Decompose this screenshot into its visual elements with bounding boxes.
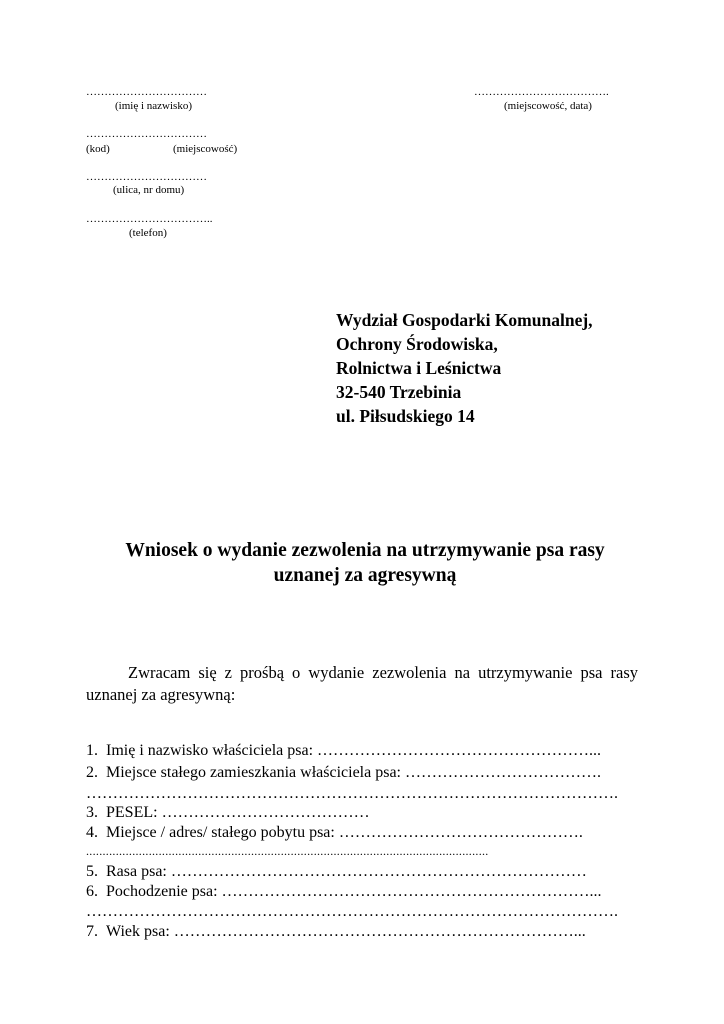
form-item-owner-residence-continuation: ………………………………………………………………………………………. — [86, 785, 618, 802]
item-number: 4. — [86, 824, 98, 841]
phone-placeholder-dots: …………………………….. — [86, 213, 213, 225]
item-number: 2. — [86, 764, 98, 781]
item-text: Pochodzenie psa: ……………………………………………………………... — [106, 883, 602, 900]
recipient-line-3: Rolnictwa i Leśnictwa — [336, 358, 502, 378]
form-item-breed — [86, 862, 587, 882]
recipient-line-5: ul. Piłsudskiego 14 — [336, 406, 475, 426]
recipient-line-4: 32-540 Trzebinia — [336, 382, 462, 402]
item-number: 3. — [86, 804, 98, 821]
recipient-address — [336, 308, 593, 428]
title-line-1: Wniosek o wydanie zezwolenia na utrzymywanie psa rasy — [125, 540, 605, 561]
street-label: (ulica, nr domu) — [113, 184, 185, 196]
form-item-owner-name — [86, 741, 601, 761]
item-text: Miejsce stałego zamieszkania właściciela psa: ………………………………. — [106, 764, 601, 781]
item-text: Imię i nazwisko właściciela psa: ……………………………………………... — [106, 742, 602, 759]
postal-placeholder-dots: …………………………… — [86, 128, 207, 140]
date-label: (miejscowość, data) — [504, 100, 592, 112]
item-text: Miejsce / adres/ stałego pobytu psa: ………………………………………. — [106, 824, 583, 841]
recipient-line-2: Ochrony Środowiska, — [336, 334, 498, 354]
item-number: 1. — [86, 742, 98, 759]
form-item-owner-residence — [86, 763, 601, 783]
postal-city-label: (miejscowość) — [173, 143, 238, 155]
title-line-2: uznanej za agresywną — [273, 565, 457, 586]
form-item-age — [86, 922, 586, 942]
item-number: 5. — [86, 863, 98, 880]
form-item-pesel — [86, 803, 370, 823]
form-item-origin-continuation: ………………………………………………………………………………………. — [86, 903, 618, 920]
item-number: 6. — [86, 883, 98, 900]
phone-label: (telefon) — [129, 227, 167, 239]
item-number: 7. — [86, 923, 98, 940]
intro-line-2: uznanej za agresywną: — [86, 685, 236, 704]
form-item-dog-location — [86, 823, 583, 843]
form-item-dog-location-continuation: .......................................................................................................................... — [86, 844, 489, 858]
street-placeholder-dots: …………………………… — [86, 171, 207, 183]
intro-line-1: Zwracam się z prośbą o wydanie zezwolenia na utrzymywanie psa rasy — [128, 663, 638, 682]
date-placeholder-dots: ………………………………. — [474, 86, 609, 98]
form-item-origin — [86, 882, 602, 902]
item-text: PESEL: ………………………………… — [106, 804, 370, 821]
name-placeholder-dots: …………………………… — [86, 86, 207, 98]
item-text: Rasa psa: …………………………………………………………………… — [106, 863, 587, 880]
document-title — [60, 538, 670, 588]
recipient-line-1: Wydział Gospodarki Komunalnej, — [336, 310, 593, 330]
name-label: (imię i nazwisko) — [115, 100, 192, 112]
postal-code-label: (kod) — [86, 143, 110, 155]
item-text: Wiek psa: …………………………………………………………………... — [106, 923, 586, 940]
